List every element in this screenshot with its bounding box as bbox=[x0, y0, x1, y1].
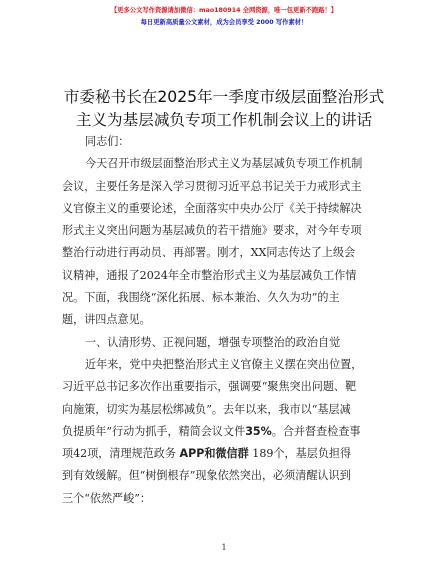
paragraph-line: 今天召开市级层面整治形式主义为基层减负专项工作机制 bbox=[85, 157, 363, 171]
line-text: 负提质年”行动为抓手，精简会议文件 bbox=[62, 424, 246, 438]
paragraph-line: 到有效缓解。但“树倒根存”现象依然突出，必须清醒认识到 bbox=[62, 469, 351, 483]
emphasized-term: APP和微信群 bbox=[179, 447, 249, 461]
paragraph-line: 近年来，党中央把整治形式主义官僚主义摆在突出位置， bbox=[85, 357, 363, 371]
paragraph-line: 向施策，切实为基层松绑减负”。去年以来，我市以“基层减 bbox=[62, 402, 351, 416]
paragraph-line: 整治行动进行再动员、再部署。刚才，XX同志传达了上级会 bbox=[62, 246, 356, 260]
paragraph-line bbox=[62, 421, 394, 443]
salutation: 同志们： bbox=[85, 135, 130, 148]
paragraph-line: 会议，主要任务是深入学习贯彻习近平总书记关于力戒形式主 bbox=[62, 179, 362, 193]
paragraph-line: 习近平总书记多次作出重要指示，强调要“聚焦突出问题、靶 bbox=[62, 380, 357, 394]
title-line-2: 主义为基层减负专项工作机制会议上的讲话 bbox=[75, 111, 373, 129]
title-line-1: 市委秘书长在2025年一季度市级层面整治形式 bbox=[63, 88, 385, 106]
paragraph-line bbox=[62, 443, 394, 465]
document-title bbox=[0, 86, 448, 132]
page-number: 1 bbox=[221, 543, 227, 552]
line-text: 。合并督查检查事 bbox=[271, 424, 361, 438]
banner-line-1: 【更多公文写作资源请加微信：mao180914 全网资源，唯一包更新不跑路！】 bbox=[110, 7, 338, 14]
paragraph-line: 三个“依然严峻”： bbox=[62, 491, 151, 505]
header-banner bbox=[0, 5, 448, 29]
paragraph-line: 议精神，通报了2024年全市整治形式主义为基层减负工作情 bbox=[62, 268, 357, 282]
paragraph-line: 形式主义突出问题为基层减负的若干措施》要求，对今年专项 bbox=[62, 224, 362, 238]
line-text: 189个，基层负担得 bbox=[252, 447, 352, 461]
section-heading: 一、认清形势、正视问题，增强专项整治的政治自觉 bbox=[85, 335, 341, 349]
paragraph-line: 况。下面，我围绕“深化拓展、标本兼治、久久为功”的主 bbox=[62, 291, 340, 305]
document-body bbox=[62, 131, 394, 510]
paragraph-line: 题，讲四点意见。 bbox=[62, 313, 151, 327]
paragraph-line: 义官僚主义的重要论述，全面落实中央办公厅《关于持续解决 bbox=[62, 201, 362, 215]
line-text: 项42项，清理规范政务 bbox=[62, 447, 176, 461]
emphasized-figure: 35% bbox=[245, 424, 272, 438]
banner-line-2: 每日更新高质量公文素材，成为会员享受 2000 写作素材！ bbox=[140, 19, 308, 26]
